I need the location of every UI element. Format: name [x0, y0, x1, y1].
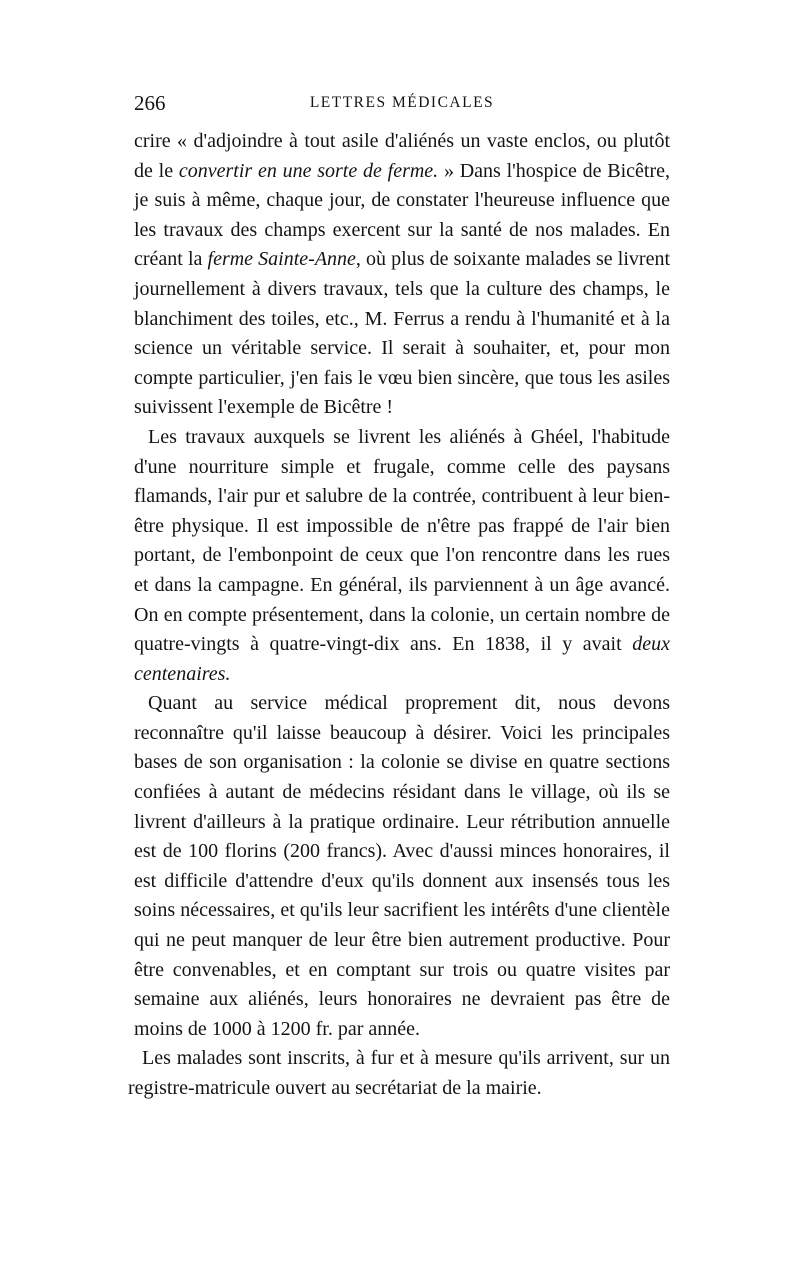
- page-number: 266: [134, 91, 166, 115]
- book-page: [128, 90, 671, 1104]
- paragraph-4-text: Les malades sont inscrits, à fur et à mesure qu'ils arrivent, sur un registre-matricule ouvert au secrétariat de la mairie.: [128, 1047, 670, 1099]
- paragraph-2-italic: deux centenaires.: [134, 633, 670, 685]
- paragraph-2-text: Les travaux auxquels se livrent les aliénés à Ghéel, l'habitude d'une nourriture simple et frugale, comme celle des paysans flamands, l'air pur et salubre de la contrée, contribuent à leur bien-être physique. Il est impossible de n'être pas frappé de l'air bien portant, de l'embonpoint de ceux que l'on rencontre dans les rues et dans la campagne. En général, ils parviennent à un âge avancé. On en compte présentement, dans la colonie, un certain nombre de quatre-vingts à quatre-vingt-dix ans. En 1838, il y avait: [134, 425, 670, 656]
- paragraph-1-text-c: , où plus de soixante malades se livrent journellement à divers travaux, tels que la culture des champs, le blanchiment des toiles, etc., M. Ferrus a rendu à l'humanité et à la science un véritable service. Il serait à souhaiter, et, pour mon compte particulier, j'en fais le vœu bien sincère, que tous les asiles suivissent l'exemple de Bicêtre !: [134, 248, 671, 419]
- running-head: [134, 90, 670, 116]
- paragraph-4: [128, 1044, 670, 1103]
- body-text: [128, 127, 671, 1104]
- paragraph-3: [134, 689, 670, 1044]
- paragraph-2: [134, 423, 670, 689]
- paragraph-1-text-b: » Dans l'hospice de Bicêtre, je suis à même, chaque jour, de constater l'heureuse influence que les travaux des champs exercent sur la santé de nos malades. En créant la: [134, 159, 671, 271]
- paragraph-1-text-a: crire « d'adjoindre à tout asile d'aliénés un vaste enclos, ou plutôt de le: [134, 130, 670, 182]
- paragraph-1: [134, 127, 670, 423]
- paragraph-1-italic-b: ferme Sainte-Anne: [207, 248, 356, 271]
- paragraph-3-text: Quant au service médical proprement dit, nous devons reconnaître qu'il laisse beaucoup à désirer. Voici les principales bases de son organisation : la colonie se divise en quatre sections confiées à autant de médecins résidant dans le village, où ils se livrent d'ailleurs à la pratique ordinaire. Leur rétribution annuelle est de 100 florins (200 francs). Avec d'aussi minces honoraires, il est difficile d'attendre d'eux qu'ils donnent aux insensés tous les soins nécessaires, et qu'ils leur sacrifient les intérêts d'une clientèle qui ne peut manquer de leur être bien autrement productive. Pour être convenables, et en comptant sur trois ou quatre visites par semaine aux aliénés, leurs honoraires ne devraient pas être de moins de 1000 à 1200 fr. par année.: [134, 692, 670, 1040]
- paragraph-1-italic-a: convertir en une sorte de ferme.: [178, 159, 439, 182]
- running-title: LETTRES MÉDICALES: [309, 94, 495, 111]
